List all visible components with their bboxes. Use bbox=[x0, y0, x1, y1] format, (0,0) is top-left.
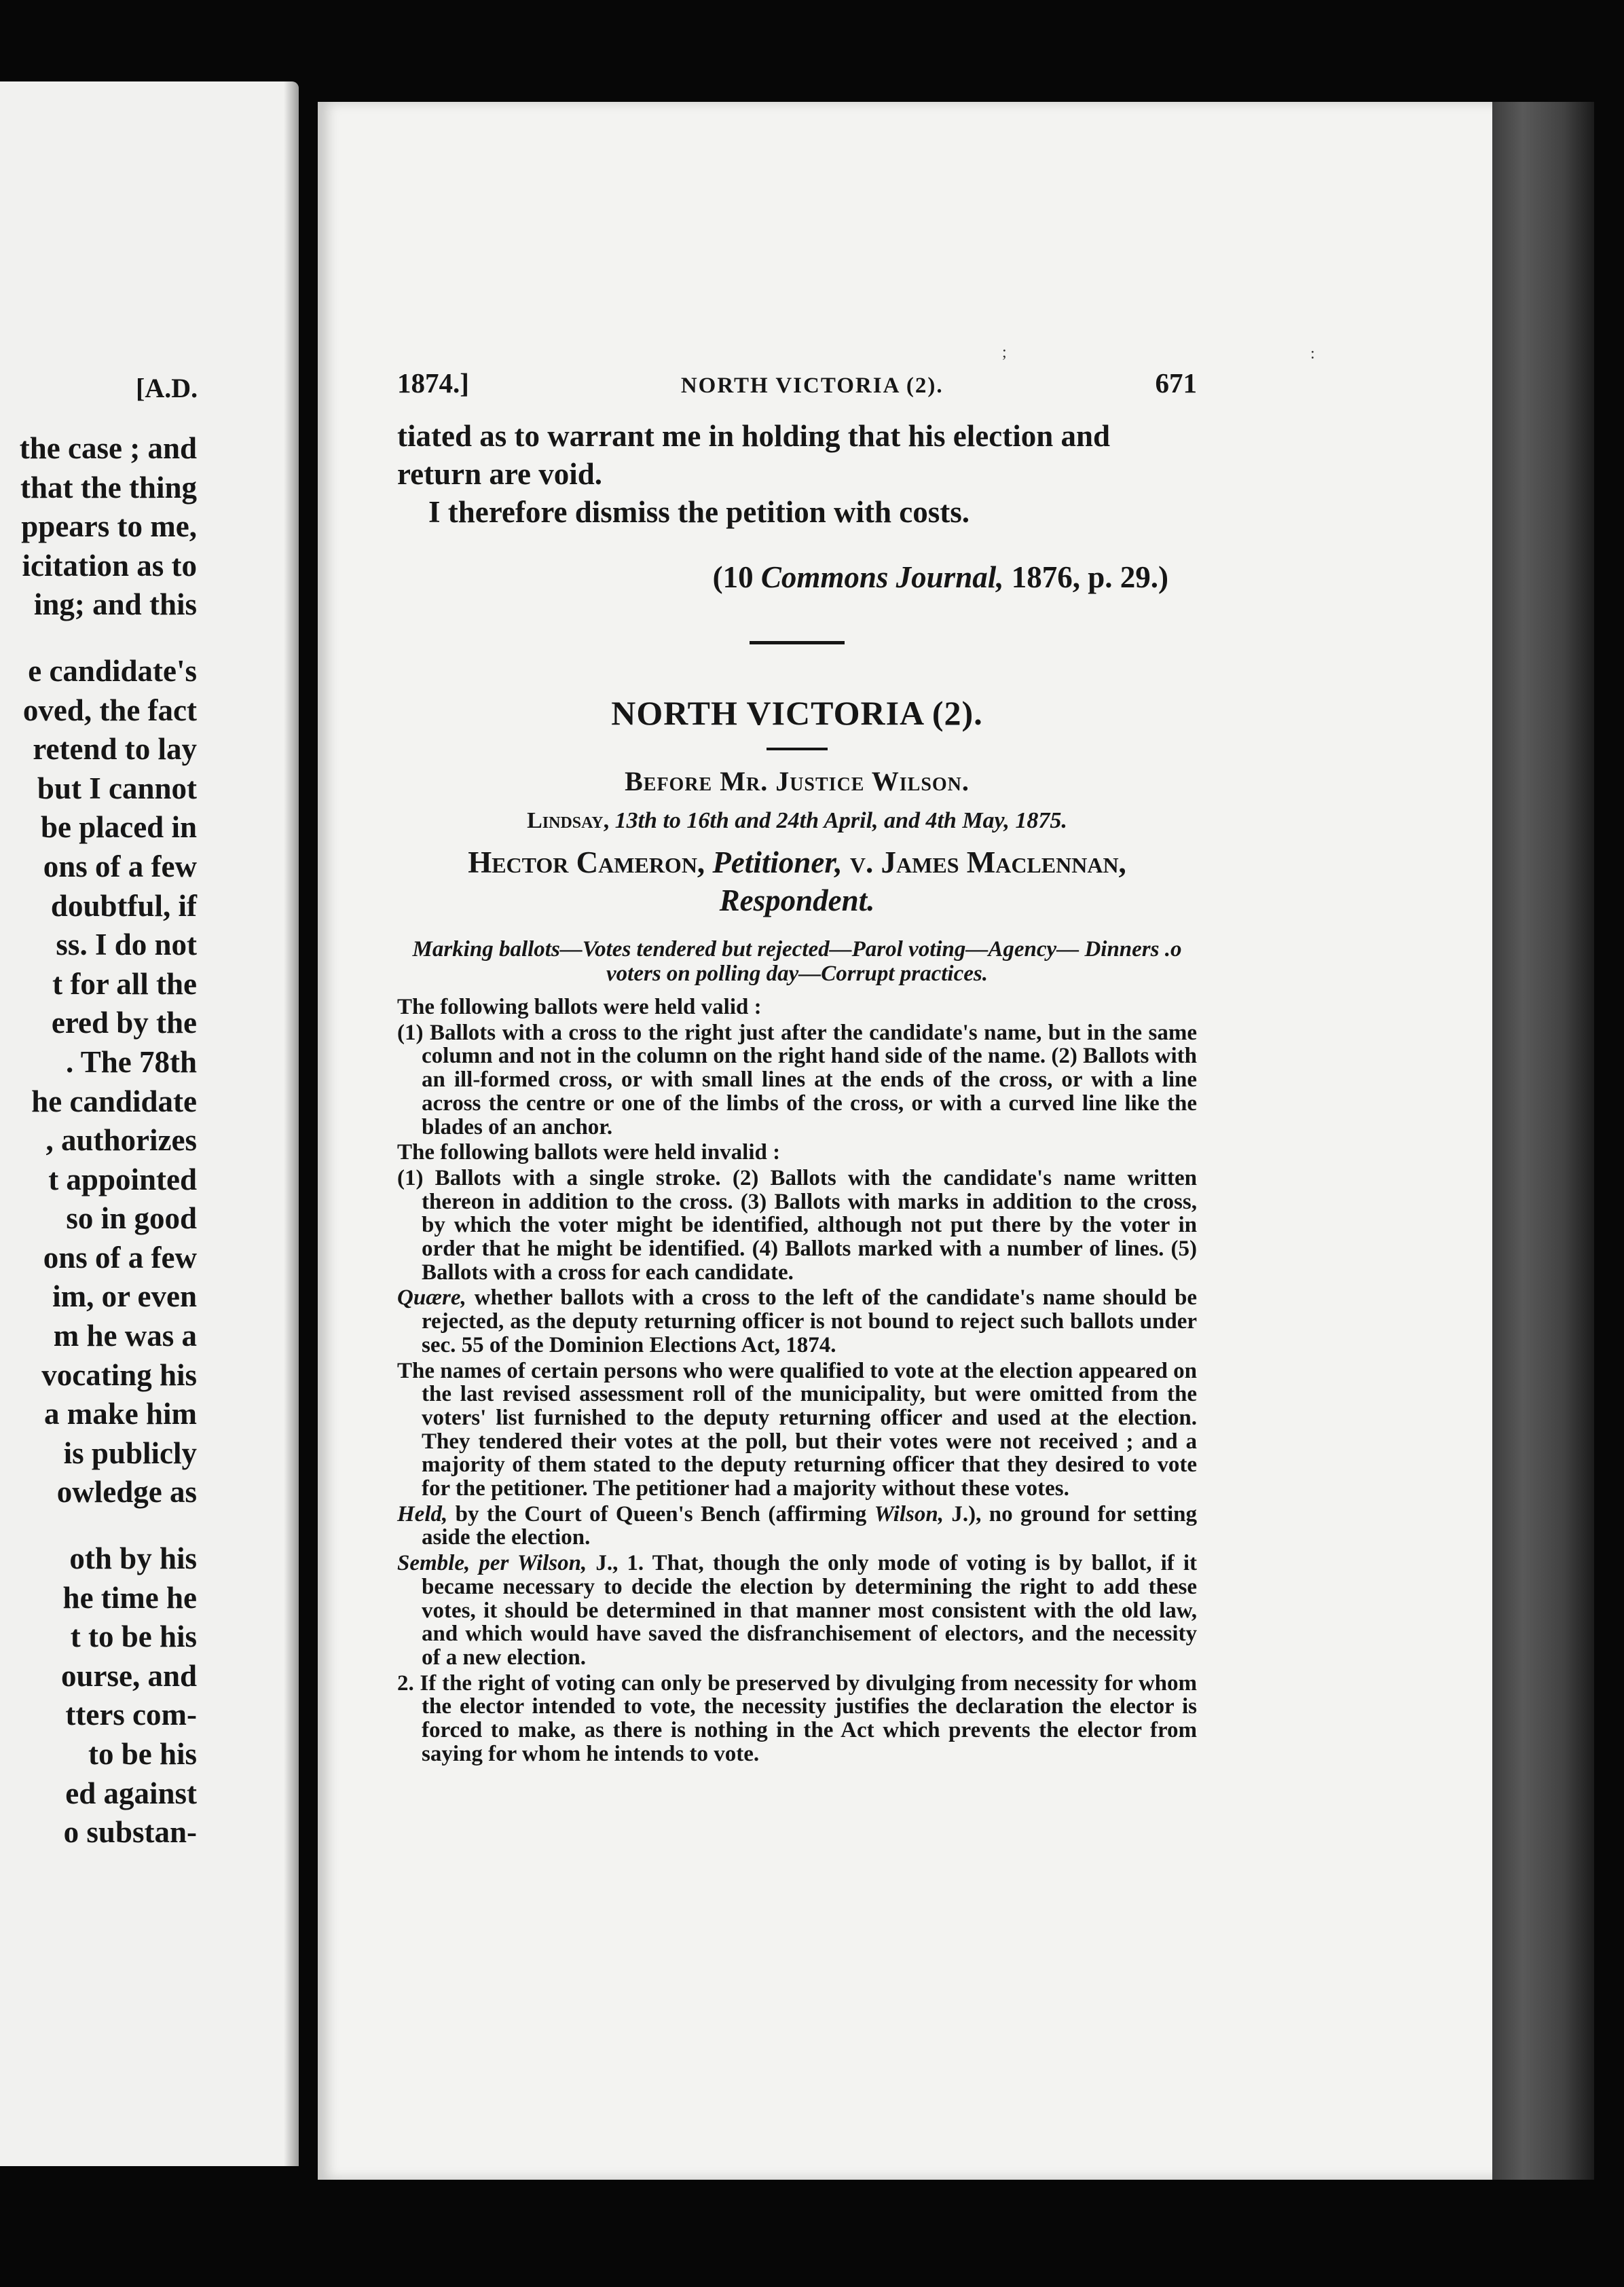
left-page-line: m he was a bbox=[53, 1319, 197, 1353]
left-page-line: ons of a few bbox=[43, 1240, 197, 1275]
venue-dates bbox=[397, 808, 1197, 834]
left-page-line: owledge as bbox=[56, 1475, 197, 1510]
left-page-line: to be his bbox=[88, 1737, 197, 1771]
valid-intro: The following ballots were held valid : bbox=[397, 995, 762, 1019]
held-paragraph bbox=[397, 1503, 1197, 1550]
paragraph-gap bbox=[0, 1512, 197, 1539]
opening-paragraph bbox=[397, 417, 1197, 531]
left-page-line: ered by the bbox=[51, 1006, 197, 1040]
venue-dates-text: 13th to 16th and 24th April, and 4th May, 1875. bbox=[609, 808, 1067, 833]
point-two-paragraph: 2. If the right of voting can only be preserved by divulging from necessity for whom the elector intended to vote, the necessity justifies the declaration the elector is forced to make, as there is nothing in the Act which prevents the elector from saying for whom he intends to vote. bbox=[397, 1670, 1197, 1766]
citation-suffix: 1876, p. 29.) bbox=[1003, 560, 1168, 594]
left-page-line: tters com- bbox=[65, 1698, 197, 1732]
held-text-b: J.), no ground for setting aside the election. bbox=[422, 1501, 1197, 1550]
citation-journal: Commons Journal, bbox=[760, 560, 1004, 594]
scan-speck: : bbox=[1310, 345, 1315, 363]
held-judge: Wilson, bbox=[874, 1501, 944, 1526]
left-page-line: is publicly bbox=[63, 1435, 197, 1470]
parties bbox=[397, 843, 1197, 919]
judge-line: Before Mr. Justice Wilson. bbox=[625, 766, 970, 797]
page-number: 671 bbox=[1155, 367, 1197, 399]
case-title: NORTH VICTORIA (2). bbox=[611, 694, 983, 732]
left-page-line: so in good bbox=[66, 1201, 197, 1236]
opening-line: tiated as to warrant me in holding that his election and bbox=[397, 419, 1111, 453]
left-page-line: a make him bbox=[44, 1397, 197, 1431]
left-page-line: icitation as to bbox=[22, 548, 197, 583]
quaere-text: whether ballots with a cross to the left of the candidate's name should be rejected, as the deputy returning officer is not bound to reject such ballots under sec. 55 of the Dominion Elections Act, 1874. bbox=[422, 1285, 1197, 1357]
semble-word: Semble, per Wilson, bbox=[397, 1551, 587, 1576]
petitioner-role: Petitioner, bbox=[712, 845, 843, 879]
left-page-line: ing; and this bbox=[33, 587, 197, 622]
left-running-head: [A.D. bbox=[136, 373, 198, 403]
scan-speck: ; bbox=[1002, 344, 1007, 361]
left-page-line: t to be his bbox=[70, 1620, 197, 1654]
left-page-line: oth by his bbox=[69, 1541, 197, 1576]
left-page-line: , authorizes bbox=[45, 1123, 197, 1158]
valid-ballots-list: (1) Ballots with a cross to the right just after the candidate's name, but in the same column and not in the column on the right hand side of the name. (2) Ballots with an ill-formed cross, or with small lines at the ends of the cross, or with a line across the centre or one of the limbs of the cross, or with a curved line like the blades of an anchor. bbox=[397, 1020, 1197, 1139]
left-page-line: the case ; and bbox=[19, 431, 197, 465]
book-fore-edge bbox=[1492, 102, 1594, 2180]
semble-text: J., 1. That, though the only mode of voting is by ballot, if it became necessary to decide the election by determining the right to add these votes, it should be determined in that manner most consistent with the old law, and which would have saved the disfranchisement of electors, and the necessity of a new election. bbox=[422, 1551, 1198, 1670]
citation-prefix: (10 bbox=[712, 560, 761, 594]
citation bbox=[397, 560, 1197, 595]
held-word: Held, bbox=[397, 1501, 448, 1526]
book-gutter-shadow bbox=[284, 81, 299, 2166]
invalid-ballots-list: (1) Ballots with a single stroke. (2) Ballots with the candidate's name written thereon in addition to the cross. (3) Ballots with marks in addition to the cross, by which the voter might be identified, although not put there by the voter in order that he might be identified. (4) Ballots marked with a number of lines. (5) Ballots with a cross for each candidate. bbox=[397, 1165, 1197, 1285]
quaere-paragraph bbox=[397, 1286, 1197, 1357]
dismissal-line: I therefore dismiss the petition with costs. bbox=[428, 495, 970, 529]
left-page-line: ed against bbox=[65, 1776, 197, 1810]
left-page-line: vocating his bbox=[41, 1357, 197, 1392]
left-page-line: o substan- bbox=[63, 1815, 197, 1850]
left-page-line: t appointed bbox=[48, 1162, 197, 1196]
left-page-line: he time he bbox=[62, 1580, 197, 1615]
left-page-line: t for all the bbox=[52, 966, 197, 1001]
respondent-role: Respondent. bbox=[719, 883, 875, 917]
left-page-line: ourse, and bbox=[60, 1658, 197, 1693]
quaere-word: Quære, bbox=[397, 1285, 466, 1311]
left-page-line: that the thing bbox=[20, 470, 197, 505]
left-page-line: e candidate's bbox=[28, 653, 197, 688]
respondent-name: James Maclennan, bbox=[881, 845, 1126, 879]
page-content bbox=[397, 367, 1197, 1766]
headnote-keywords: Marking ballots—Votes tendered but rejected—Parol voting—Agency— Dinners .o voters on polling day—Corrupt practices. bbox=[412, 937, 1182, 986]
running-head bbox=[397, 367, 1197, 407]
running-head-year: 1874.] bbox=[397, 367, 469, 399]
held-text-a: by the Court of Queen's Bench (affirming bbox=[447, 1501, 874, 1526]
left-page-line: doubtful, if bbox=[50, 888, 197, 923]
left-page-line: he candidate bbox=[31, 1084, 197, 1118]
paragraph-gap bbox=[0, 625, 197, 652]
left-page-line: . The 78th bbox=[66, 1044, 197, 1079]
left-page-line: oved, the fact bbox=[22, 693, 197, 727]
headnotes bbox=[397, 995, 1197, 1766]
left-page-text bbox=[0, 429, 197, 1852]
left-page-line: ppears to me, bbox=[21, 509, 197, 544]
left-page-line: retend to lay bbox=[33, 732, 197, 767]
title-underline bbox=[767, 748, 828, 750]
section-divider bbox=[750, 641, 845, 644]
invalid-intro: The following ballots were held invalid : bbox=[397, 1140, 781, 1165]
left-page-line: im, or even bbox=[52, 1279, 197, 1314]
left-page-line: be placed in bbox=[40, 810, 197, 845]
opening-line: return are void. bbox=[397, 457, 603, 491]
venue-place: Lindsay, bbox=[527, 808, 610, 833]
left-page-line: but I cannot bbox=[37, 771, 197, 805]
left-page-line: ons of a few bbox=[43, 849, 197, 883]
names-paragraph: The names of certain persons who were qualified to vote at the election appeared on the last revised assessment roll of the municipality, but were omitted from the voters' list furnished to the deputy returning officer and used at the election. They tendered their votes at the poll, but their votes were not received ; and a majority of them stated to the deputy returning officer that they desired to vote for the petitioner. The petitioner had a majority without these votes. bbox=[397, 1358, 1197, 1501]
versus: v. bbox=[842, 845, 881, 879]
left-page-line: ss. I do not bbox=[56, 928, 197, 962]
petitioner-name: Hector Cameron, bbox=[468, 845, 705, 879]
semble-paragraph bbox=[397, 1552, 1197, 1670]
running-head-title: NORTH VICTORIA (2). bbox=[680, 373, 944, 398]
